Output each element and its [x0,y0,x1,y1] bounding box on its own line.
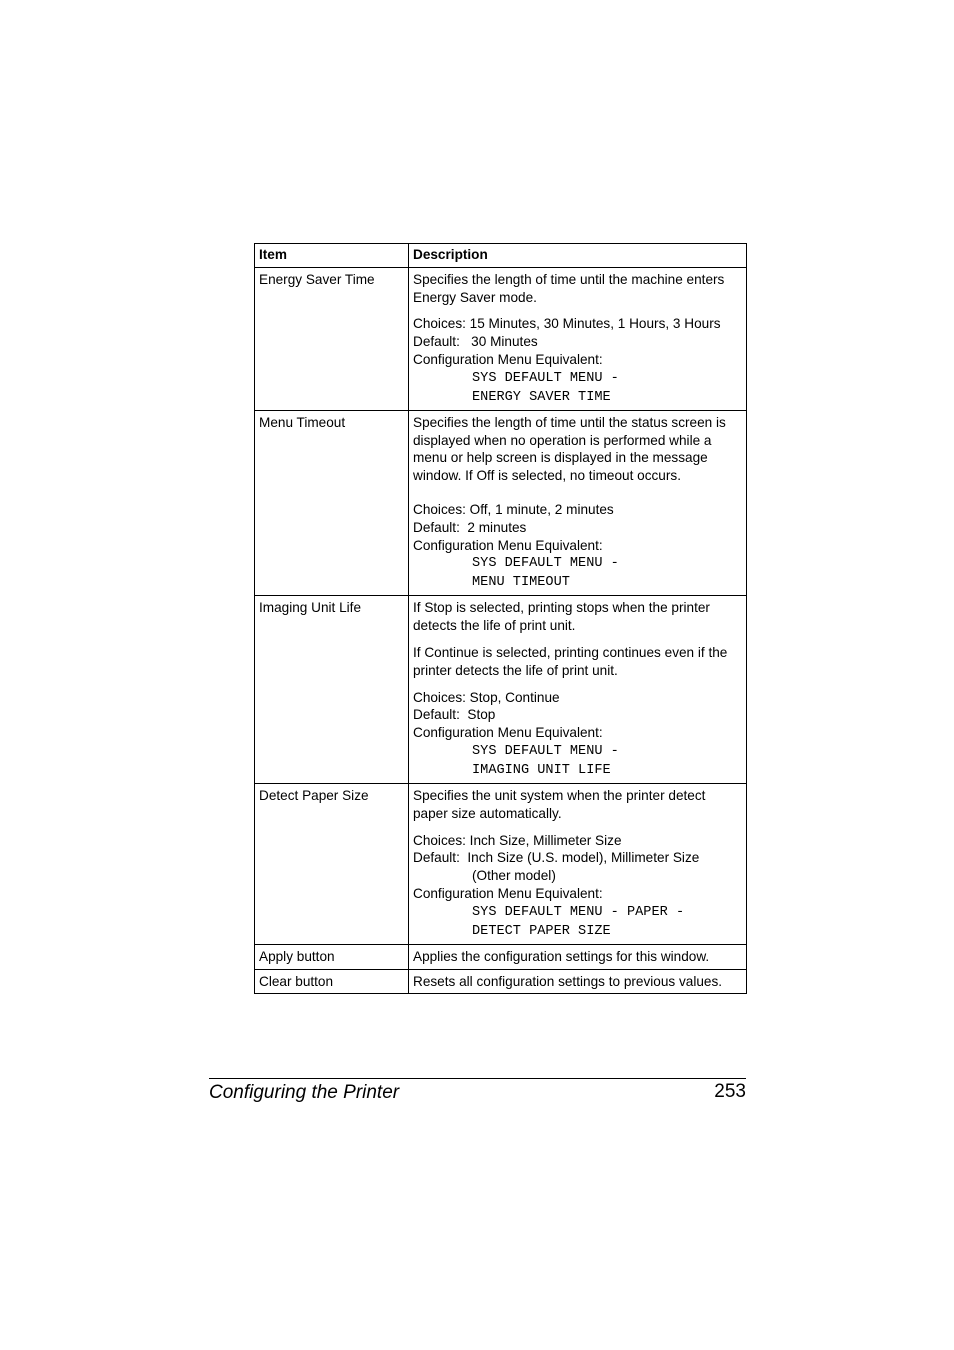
options-block [413,501,742,592]
description-cell [409,267,747,410]
description-text: If Stop is selected, printing stops when the printer detects the life of print unit. [413,600,710,634]
table-row-apply-button [255,944,747,969]
table-row-imaging-unit-life [255,596,747,784]
options-block [413,689,742,780]
menu-path-line-2: ENERGY SAVER TIME [472,389,611,405]
description-text: Specifies the unit system when the printer detect paper size automatically. [413,787,706,821]
menu-path-line-1: SYS DEFAULT MENU - PAPER - [472,904,685,920]
item-cell: Menu Timeout [255,410,409,596]
column-header-description: Description [409,244,747,268]
choices-text: Choices: Off, 1 minute, 2 minutes [413,501,614,517]
choices-text: Choices: 15 Minutes, 30 Minutes, 1 Hours, 3 Hours [413,316,721,332]
menu-path-line-1: SYS DEFAULT MENU - [472,556,619,572]
config-equivalent-label: Configuration Menu Equivalent: [413,885,603,901]
description-text: Specifies the length of time until the machine enters Energy Saver mode. [413,271,725,305]
table-header-row [255,244,747,268]
options-block [413,832,742,941]
menu-path-line-1: SYS DEFAULT MENU - [472,743,619,759]
choices-text: Choices: Inch Size, Millimeter Size [413,832,622,848]
item-cell: Apply button [255,944,409,969]
item-cell: Clear button [255,969,409,994]
description-cell [409,783,747,944]
menu-path-line-1: SYS DEFAULT MENU - [472,370,619,386]
item-cell: Imaging Unit Life [255,596,409,784]
table-row-energy-saver-time [255,267,747,410]
options-block [413,315,742,406]
page-footer [209,1078,746,1103]
default-continuation: (Other model) [472,868,556,884]
settings-table [254,243,747,994]
menu-path-line-2: DETECT PAPER SIZE [472,923,611,939]
description-cell: Applies the configuration settings for this window. [409,944,747,969]
config-equivalent-label: Configuration Menu Equivalent: [413,537,603,553]
default-text: Default: 2 minutes [413,519,527,535]
description-cell [409,596,747,784]
default-text: Default: Stop [413,707,496,723]
table-row-detect-paper-size [255,783,747,944]
item-cell: Detect Paper Size [255,783,409,944]
page-number: 253 [714,1081,746,1102]
default-text: Default: 30 Minutes [413,334,538,350]
table-row-menu-timeout [255,410,747,596]
description-text: Specifies the length of time until the status screen is displayed when no operation is performed while a menu or help screen is displayed in the message window. If Off is selected, no timeout occurs. [413,414,726,484]
description-cell [409,410,747,596]
default-text: Default: Inch Size (U.S. model), Millimeter Size [413,850,700,866]
table-row-clear-button [255,969,747,994]
description-text-2: If Continue is selected, printing continues even if the printer detects the life of print unit. [413,644,728,678]
choices-text: Choices: Stop, Continue [413,689,560,705]
column-header-item: Item [255,244,409,268]
item-cell: Energy Saver Time [255,267,409,410]
description-cell: Resets all configuration settings to previous values. [409,969,747,994]
menu-path-line-2: MENU TIMEOUT [472,575,570,591]
config-equivalent-label: Configuration Menu Equivalent: [413,725,603,741]
footer-title: Configuring the Printer [209,1082,400,1103]
config-equivalent-label: Configuration Menu Equivalent: [413,351,603,367]
menu-path-line-2: IMAGING UNIT LIFE [472,762,611,778]
